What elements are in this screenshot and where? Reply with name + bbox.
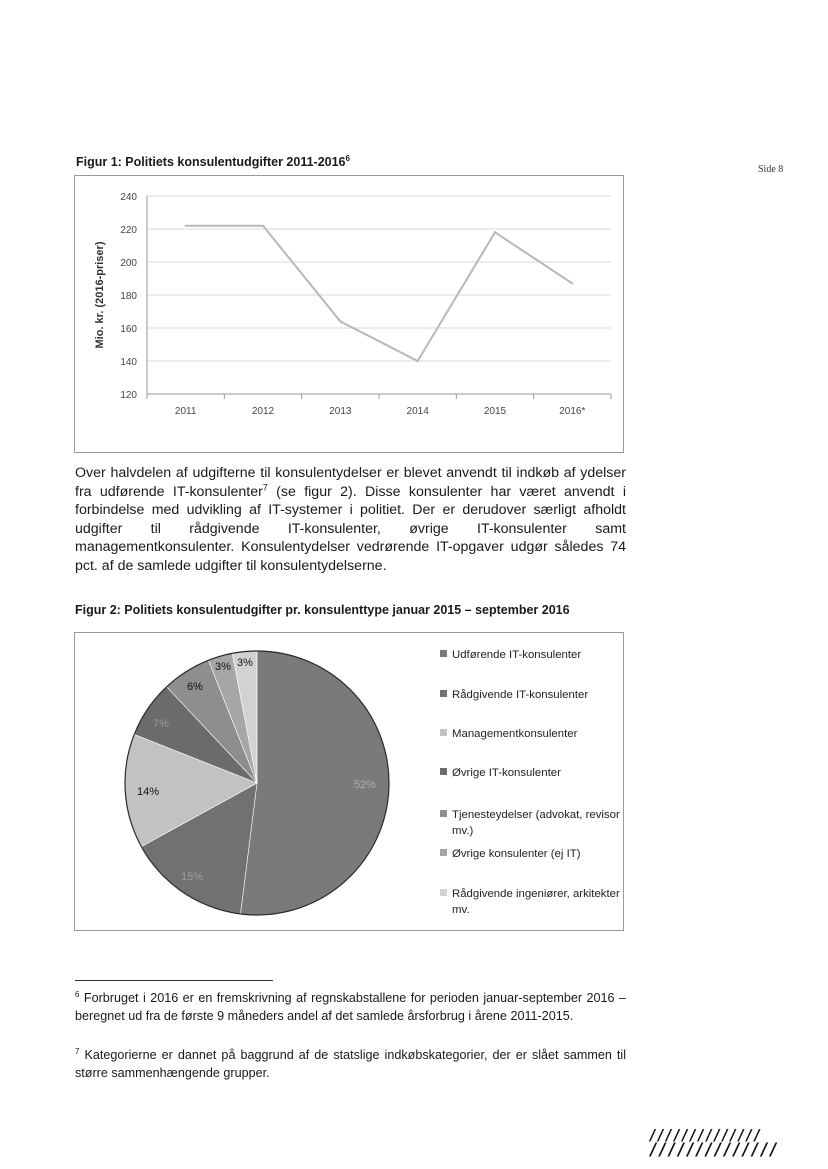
- y-tick-label: 200: [120, 258, 137, 269]
- pie-slice-label: 3%: [237, 657, 253, 669]
- x-tick-label: 2012: [251, 406, 275, 417]
- footnote-7-number: 7: [75, 1046, 80, 1056]
- legend-label: Øvrige IT-konsulenter: [452, 767, 561, 779]
- data-point: [494, 231, 496, 233]
- body-paragraph: [75, 464, 626, 576]
- page-number: Side 8: [758, 164, 784, 175]
- legend-swatch: [440, 889, 447, 896]
- legend-swatch: [440, 650, 447, 657]
- pie-slice-label: 14%: [136, 786, 160, 798]
- y-tick-label: 160: [120, 324, 137, 335]
- data-point: [339, 320, 341, 322]
- x-tick-label: 2011: [174, 406, 197, 417]
- footnote-rule: [75, 980, 273, 981]
- footnote-6-text: Forbruget i 2016 er en fremskrivning af regnskabstallene for perioden januar-september 2016 – beregnet ud fra de første 9 måneders andel af det samlede årsforbrug i årene 2011-2015.: [75, 991, 626, 1023]
- paragraph-part1: Over halvdelen af udgifterne til konsulentydelser er blevet anvendt til indkøb af ydelser fra udførende IT-konsulenter: [75, 465, 626, 500]
- x-tick-label: 2014: [406, 406, 429, 417]
- footnote-6-number: 6: [75, 989, 80, 999]
- figure1-footnote-ref: 6: [345, 154, 350, 163]
- barcode-row-1: //////////////: [648, 1126, 761, 1144]
- legend-label: Øvrige konsulenter (ej IT): [452, 848, 581, 860]
- legend-swatch: [440, 690, 447, 697]
- legend-label: Udførende IT-konsulenter: [452, 649, 582, 661]
- y-tick-label: 180: [120, 291, 137, 302]
- data-point: [571, 282, 573, 284]
- legend-label: Rådgivende ingeniører, arkitekter mv.: [452, 888, 620, 916]
- figure2-title: Figur 2: Politiets konsulentudgifter pr. konsulenttype januar 2015 – september 2016: [75, 603, 570, 617]
- pie-slice-label: 3%: [215, 661, 231, 673]
- y-tick-label: 140: [120, 357, 137, 368]
- y-axis-label: Mio. kr. (2016-priser): [94, 241, 106, 349]
- x-tick-label: 2016*: [559, 406, 586, 417]
- y-tick-label: 240: [120, 192, 137, 203]
- legend-label: Managementkonsulenter: [452, 728, 578, 740]
- legend-swatch: [440, 768, 447, 775]
- paragraph-footnote-ref: 7: [262, 481, 268, 492]
- paragraph-part2: (se figur 2). Disse konsulenter har været anvendt i forbindelse med udvikling af IT-systemer i politiet. Der er derudover særligt afholdt udgifter til rådgivende IT-konsulenter, øvrige IT-konsulenter samt managementkonsulenter. Konsulentydelser vedrørende IT-opgaver udgør således 74 pct. af de samlede udgifter til konsulentydelserne.: [75, 483, 626, 574]
- x-tick-label: 2015: [483, 406, 507, 417]
- x-tick-label: 2013: [329, 406, 352, 417]
- data-point: [417, 360, 419, 362]
- figure1-frame: [74, 175, 624, 453]
- pie-chart: [75, 633, 377, 930]
- line-chart: [75, 176, 623, 452]
- legend-label: Tjenesteydelser (advokat, revisor mv.): [452, 809, 620, 837]
- legend-swatch: [440, 849, 447, 856]
- legend-swatch: [440, 729, 447, 736]
- figure1-title-text: Figur 1: Politiets konsulentudgifter 2011-2016: [76, 155, 346, 170]
- data-point: [185, 225, 187, 227]
- figure1-title: [76, 154, 350, 169]
- y-tick-label: 120: [120, 390, 137, 401]
- pie-slice-label: 15%: [180, 871, 204, 883]
- footnote-7: [75, 1047, 626, 1082]
- pie-slice-label: 52%: [353, 779, 377, 791]
- barcode-marks: [648, 1128, 777, 1158]
- series-line: [186, 226, 573, 361]
- pie-slice-label: 7%: [153, 718, 169, 730]
- barcode-row-2: //////////////: [648, 1140, 778, 1160]
- footnote-6: [75, 990, 626, 1025]
- y-tick-label: 220: [120, 225, 137, 236]
- legend-swatch: [440, 810, 447, 817]
- pie-slice-label: 6%: [187, 681, 203, 693]
- footnote-7-text: Kategorierne er dannet på baggrund af de statslige indkøbskategorier, der er slået sammen til større sammenhængende grupper.: [75, 1048, 627, 1080]
- legend-label: Rådgivende IT-konsulenter: [452, 689, 589, 701]
- data-point: [262, 225, 264, 227]
